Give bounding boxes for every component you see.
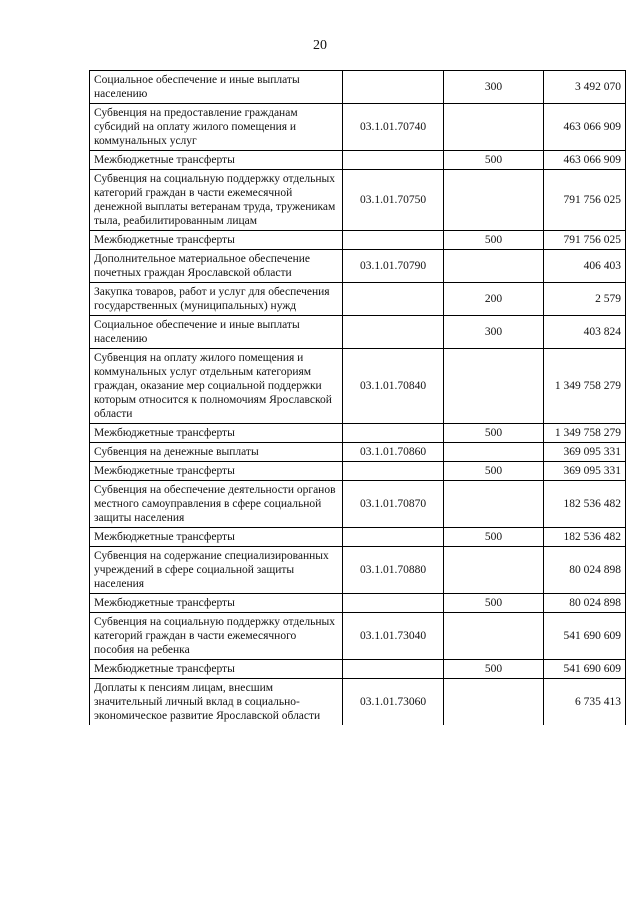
expense-type-code: 500 [444,462,544,481]
expense-type-code [444,104,544,151]
expense-type-code [444,349,544,424]
table-row [90,71,626,104]
expense-type-code [444,613,544,660]
target-article-code [343,151,444,170]
target-article-code: 03.1.01.70880 [343,547,444,594]
item-name: Закупка товаров, работ и услуг для обеспечения государственных (муниципальных) нужд [90,283,343,316]
item-name: Социальное обеспечение и иные выплаты населению [90,71,343,104]
item-name: Межбюджетные трансферты [90,424,343,443]
item-name: Субвенция на предоставление гражданам субсидий на оплату жилого помещения и коммунальных услуг [90,104,343,151]
item-name: Субвенция на оплату жилого помещения и коммунальных услуг отдельным категориям граждан, оказание мер социальной поддержки которым относится к полномочиям Ярославской области [90,349,343,424]
table-row [90,462,626,481]
item-name: Субвенция на социальную поддержку отдельных категорий граждан в части ежемесячного пособия на ребенка [90,613,343,660]
target-article-code [343,660,444,679]
expense-type-code [444,481,544,528]
amount: 369 095 331 [544,462,626,481]
target-article-code: 03.1.01.73060 [343,679,444,726]
table-row [90,679,626,726]
target-article-code: 03.1.01.70790 [343,250,444,283]
table-row [90,528,626,547]
budget-table [89,70,626,725]
amount: 6 735 413 [544,679,626,726]
item-name: Межбюджетные трансферты [90,528,343,547]
amount: 2 579 [544,283,626,316]
target-article-code: 03.1.01.70750 [343,170,444,231]
amount: 541 690 609 [544,613,626,660]
amount: 182 536 482 [544,481,626,528]
amount: 182 536 482 [544,528,626,547]
target-article-code: 03.1.01.70840 [343,349,444,424]
target-article-code [343,528,444,547]
table-row [90,660,626,679]
table-row [90,283,626,316]
expense-type-code [444,679,544,726]
item-name: Доплаты к пенсиям лицам, внесшим значительный личный вклад в социально-экономическое развитие Ярославской области [90,679,343,726]
amount: 403 824 [544,316,626,349]
expense-type-code: 500 [444,660,544,679]
table-row [90,231,626,250]
target-article-code [343,316,444,349]
target-article-code [343,71,444,104]
amount: 463 066 909 [544,104,626,151]
expense-type-code: 500 [444,424,544,443]
item-name: Субвенция на обеспечение деятельности органов местного самоуправления в сфере социальной защиты населения [90,481,343,528]
table-row [90,151,626,170]
table-row [90,424,626,443]
item-name: Дополнительное материальное обеспечение почетных граждан Ярославской области [90,250,343,283]
amount: 1 349 758 279 [544,349,626,424]
amount: 3 492 070 [544,71,626,104]
item-name: Межбюджетные трансферты [90,594,343,613]
target-article-code: 03.1.01.73040 [343,613,444,660]
target-article-code [343,231,444,250]
target-article-code [343,594,444,613]
target-article-code [343,424,444,443]
amount: 791 756 025 [544,231,626,250]
amount: 406 403 [544,250,626,283]
amount: 1 349 758 279 [544,424,626,443]
item-name: Субвенция на денежные выплаты [90,443,343,462]
amount: 541 690 609 [544,660,626,679]
target-article-code: 03.1.01.70870 [343,481,444,528]
table-row [90,613,626,660]
amount: 80 024 898 [544,594,626,613]
expense-type-code: 500 [444,594,544,613]
table-row [90,349,626,424]
table-row [90,316,626,349]
amount: 369 095 331 [544,443,626,462]
target-article-code [343,462,444,481]
amount: 463 066 909 [544,151,626,170]
target-article-code [343,283,444,316]
expense-type-code: 300 [444,71,544,104]
item-name: Межбюджетные трансферты [90,660,343,679]
expense-type-code: 500 [444,151,544,170]
table-row [90,443,626,462]
table-row [90,547,626,594]
table-row [90,170,626,231]
expense-type-code: 300 [444,316,544,349]
amount: 791 756 025 [544,170,626,231]
item-name: Межбюджетные трансферты [90,462,343,481]
page-number: 20 [313,38,327,53]
item-name: Межбюджетные трансферты [90,231,343,250]
item-name: Субвенция на содержание специализированных учреждений в сфере социальной защиты населения [90,547,343,594]
expense-type-code: 200 [444,283,544,316]
table-row [90,104,626,151]
table-row [90,481,626,528]
amount: 80 024 898 [544,547,626,594]
expense-type-code [444,547,544,594]
expense-type-code [444,443,544,462]
expense-type-code: 500 [444,231,544,250]
table-row [90,250,626,283]
expense-type-code [444,170,544,231]
expense-type-code: 500 [444,528,544,547]
item-name: Социальное обеспечение и иные выплаты населению [90,316,343,349]
item-name: Субвенция на социальную поддержку отдельных категорий граждан в части ежемесячной денежной выплаты ветеранам труда, труженикам тыла, реабилитированным лицам [90,170,343,231]
table-row [90,594,626,613]
expense-type-code [444,250,544,283]
item-name: Межбюджетные трансферты [90,151,343,170]
target-article-code: 03.1.01.70860 [343,443,444,462]
target-article-code: 03.1.01.70740 [343,104,444,151]
